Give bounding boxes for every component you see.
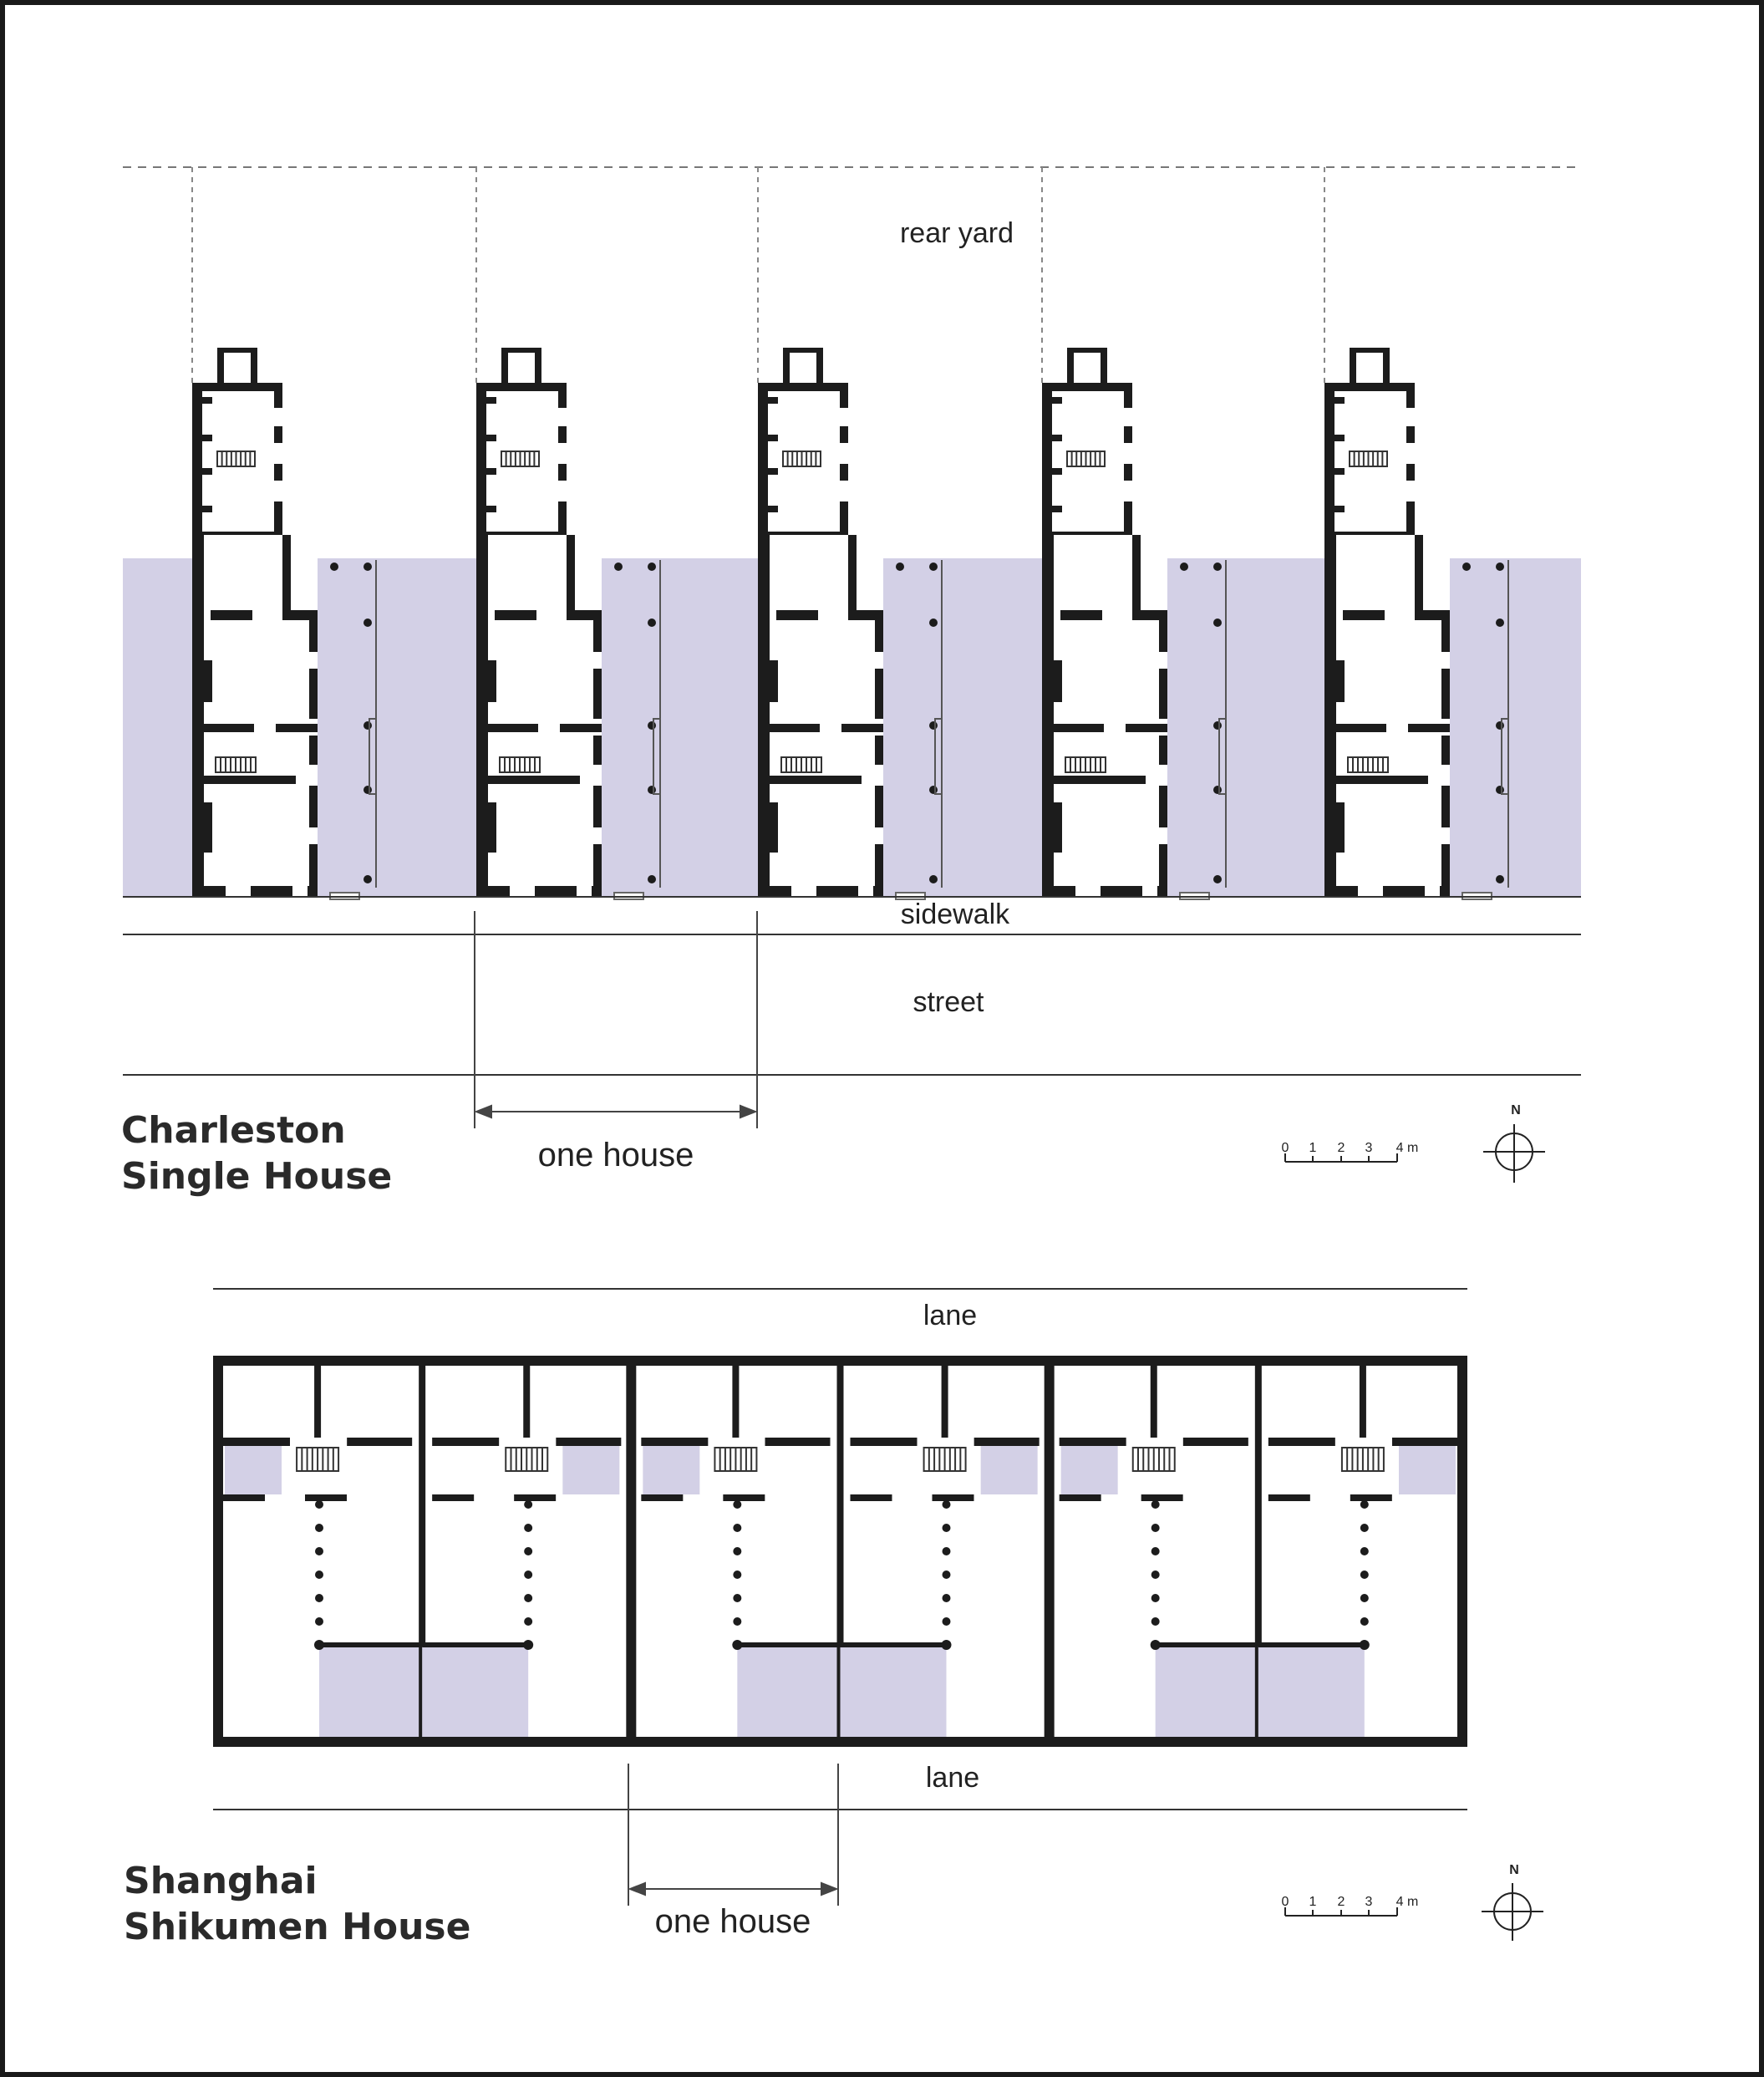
party-wall xyxy=(1045,1356,1055,1747)
wall xyxy=(1126,724,1167,732)
wall xyxy=(1406,464,1415,481)
back-wing-wall xyxy=(476,383,486,537)
courtyard-wall xyxy=(422,1642,528,1647)
wall xyxy=(1343,610,1385,620)
wall xyxy=(558,501,567,535)
wall xyxy=(723,1494,765,1501)
wall xyxy=(1334,506,1345,512)
wall xyxy=(1334,468,1345,475)
charleston-one-house-label: one house xyxy=(537,1137,694,1173)
column xyxy=(1360,1640,1370,1650)
wall xyxy=(211,610,252,620)
wall xyxy=(1060,1494,1101,1501)
wall xyxy=(1132,535,1141,610)
wall xyxy=(1383,886,1425,897)
column xyxy=(942,1640,952,1650)
wall xyxy=(1054,660,1062,702)
scale-tick-2: 2 xyxy=(1337,1895,1345,1909)
wall xyxy=(495,610,536,620)
wall xyxy=(432,1494,474,1501)
wall xyxy=(204,660,212,702)
wall xyxy=(1268,1494,1310,1501)
scale-tick-4: 4 m xyxy=(1395,1141,1419,1155)
wall xyxy=(1124,501,1132,535)
wall xyxy=(309,786,318,827)
chimney-wall xyxy=(1360,1366,1366,1438)
wall xyxy=(560,724,602,732)
courtyard xyxy=(422,1647,528,1737)
courtyard-wall xyxy=(737,1642,840,1647)
wall xyxy=(486,506,496,512)
wall xyxy=(873,886,883,897)
courtyard-wall xyxy=(1258,1642,1365,1647)
shaded-rear-room xyxy=(562,1446,619,1494)
wall xyxy=(1052,506,1062,512)
courtyard-wall xyxy=(1156,1642,1258,1647)
wall xyxy=(347,1438,412,1446)
wall xyxy=(1054,802,1062,853)
wall xyxy=(202,468,212,475)
wall xyxy=(768,506,778,512)
wall xyxy=(593,844,602,890)
main-house-wall-left xyxy=(758,535,770,897)
column xyxy=(732,1640,742,1650)
wall xyxy=(841,724,883,732)
wall xyxy=(1060,610,1102,620)
scale-tick-4: 4 m xyxy=(1395,1895,1419,1909)
wall xyxy=(770,776,862,784)
wall xyxy=(1336,724,1386,732)
shaded-rear-room xyxy=(643,1446,699,1494)
wall xyxy=(309,669,318,719)
scale-tick-0: 0 xyxy=(1281,1141,1289,1155)
charleston-plan xyxy=(121,167,1581,1198)
wall xyxy=(535,886,577,897)
shanghai-title-line2: Shikumen House xyxy=(124,1906,471,1948)
wall xyxy=(202,435,212,441)
wall xyxy=(309,844,318,890)
back-wing-wall xyxy=(758,383,848,391)
wall xyxy=(593,669,602,719)
wall xyxy=(535,348,541,385)
sidewalk-label: sidewalk xyxy=(900,899,1010,930)
courtyard xyxy=(737,1647,840,1737)
wall xyxy=(768,397,778,404)
charleston-north-label: N xyxy=(1511,1103,1521,1117)
wall xyxy=(1042,886,1075,897)
wall xyxy=(783,348,790,385)
wall xyxy=(204,776,296,784)
wall xyxy=(1406,426,1415,443)
wall xyxy=(556,1438,621,1446)
wall xyxy=(1101,348,1107,385)
wall xyxy=(1408,724,1450,732)
wall xyxy=(202,397,212,404)
wall xyxy=(933,1494,974,1501)
back-wing-wall xyxy=(1324,383,1415,391)
charleston-one-house-dimension xyxy=(475,911,757,1128)
wall xyxy=(1052,468,1062,475)
scale-tick-3: 3 xyxy=(1365,1895,1373,1909)
scale-tick-3: 3 xyxy=(1365,1141,1373,1155)
courtyard xyxy=(841,1647,947,1737)
wall xyxy=(776,610,818,620)
wall xyxy=(1336,802,1345,853)
scale-tick-0: 0 xyxy=(1281,1895,1289,1909)
scale-tick-1: 1 xyxy=(1309,1141,1317,1155)
back-wing-wall xyxy=(1042,383,1132,391)
wall xyxy=(851,1494,892,1501)
wall xyxy=(274,501,282,535)
wall xyxy=(488,660,496,702)
wall xyxy=(1441,619,1450,652)
wall xyxy=(204,724,254,732)
courtyard-wall xyxy=(841,1642,947,1647)
street-label: street xyxy=(913,986,984,1018)
wall xyxy=(875,736,883,765)
wall xyxy=(851,1438,918,1446)
scale-tick-2: 2 xyxy=(1337,1141,1345,1155)
wall xyxy=(875,619,883,652)
wall xyxy=(1159,844,1167,890)
wall xyxy=(974,1438,1040,1446)
wall xyxy=(758,886,791,897)
wall xyxy=(274,464,282,481)
shaded-rear-room xyxy=(1061,1446,1118,1494)
wall xyxy=(641,1438,708,1446)
wall xyxy=(641,1494,683,1501)
wall xyxy=(1157,886,1167,897)
lot-divider-lines xyxy=(192,167,1324,384)
chimney-wall xyxy=(314,1366,321,1438)
wall xyxy=(1159,669,1167,719)
wall xyxy=(592,886,602,897)
wall xyxy=(848,535,857,610)
wall xyxy=(1054,724,1104,732)
wall xyxy=(816,348,823,385)
chimney-wall xyxy=(1151,1366,1157,1438)
wall xyxy=(770,802,778,853)
wall xyxy=(1159,736,1167,765)
charleston-title-line1: Charleston xyxy=(121,1109,346,1152)
wall xyxy=(276,724,318,732)
wall xyxy=(305,1494,347,1501)
wall xyxy=(558,464,567,481)
wall xyxy=(251,348,257,385)
wall xyxy=(1336,660,1345,702)
wall xyxy=(488,802,496,853)
wall xyxy=(1159,619,1167,652)
wall xyxy=(501,348,508,385)
wall xyxy=(875,844,883,890)
back-wing-wall xyxy=(476,383,567,391)
wall xyxy=(486,397,496,404)
wall xyxy=(1440,886,1450,897)
wall xyxy=(765,1438,831,1446)
lane-top-label: lane xyxy=(923,1300,978,1331)
wall xyxy=(593,736,602,765)
shanghai-plan xyxy=(124,1289,1543,1948)
shaded-rear-room xyxy=(981,1446,1038,1494)
wall xyxy=(308,886,318,897)
main-house-wall-left xyxy=(1324,535,1336,897)
wall xyxy=(1441,786,1450,827)
wall xyxy=(1392,1438,1457,1446)
wall xyxy=(1183,1438,1248,1446)
wall xyxy=(1350,348,1356,385)
column xyxy=(314,1640,324,1650)
wall xyxy=(768,435,778,441)
charleston-north-arrow-icon xyxy=(1483,1124,1545,1183)
wall xyxy=(1383,348,1390,385)
back-wing-wall xyxy=(1042,383,1052,537)
wall xyxy=(1334,397,1345,404)
courtyard xyxy=(1156,1647,1258,1737)
wall xyxy=(488,724,538,732)
wall xyxy=(1406,501,1415,535)
shanghai-row-block xyxy=(213,1356,1467,1747)
wall xyxy=(1052,435,1062,441)
wall xyxy=(1124,383,1132,408)
wall xyxy=(1336,776,1428,784)
wall xyxy=(476,886,510,897)
block-wall-west xyxy=(213,1356,223,1747)
wall xyxy=(558,426,567,443)
wall xyxy=(486,468,496,475)
courtyard xyxy=(319,1647,422,1737)
shanghai-north-label: N xyxy=(1509,1863,1519,1877)
wall xyxy=(1067,348,1074,385)
chimney-wall xyxy=(523,1366,530,1438)
block-wall-east xyxy=(1457,1356,1467,1747)
wall xyxy=(593,619,602,652)
wall xyxy=(840,501,848,535)
wall xyxy=(514,1494,556,1501)
wall xyxy=(274,426,282,443)
wall xyxy=(309,736,318,765)
wall xyxy=(1159,786,1167,827)
wall xyxy=(274,383,282,408)
courtyard-wall xyxy=(319,1642,422,1647)
wall xyxy=(770,724,820,732)
wall xyxy=(1441,669,1450,719)
wall xyxy=(1415,535,1423,610)
wall xyxy=(593,786,602,827)
wall xyxy=(1324,886,1358,897)
chimney-wall xyxy=(732,1366,739,1438)
wall xyxy=(192,886,226,897)
back-wing-wall xyxy=(758,383,768,537)
shanghai-north-arrow-icon xyxy=(1482,1883,1543,1941)
wall xyxy=(770,660,778,702)
wall xyxy=(816,886,858,897)
wall xyxy=(486,435,496,441)
lane-bottom-label: lane xyxy=(925,1762,980,1794)
wall xyxy=(1350,1494,1392,1501)
shanghai-one-house-label: one house xyxy=(654,1903,811,1940)
wall xyxy=(488,776,580,784)
wall xyxy=(840,426,848,443)
back-wing-wall xyxy=(1324,383,1334,537)
wall xyxy=(840,464,848,481)
charleston-scale-bar xyxy=(1282,1141,1419,1162)
wall xyxy=(1441,844,1450,890)
wall xyxy=(202,506,212,512)
wall xyxy=(1124,464,1132,481)
wall xyxy=(223,1494,265,1501)
wall xyxy=(1406,383,1415,408)
wall xyxy=(768,468,778,475)
party-wall xyxy=(626,1356,636,1747)
charleston-title-line2: Single House xyxy=(121,1155,393,1198)
wall xyxy=(558,383,567,408)
back-wing-wall xyxy=(192,383,202,537)
wall xyxy=(875,669,883,719)
wall xyxy=(251,886,292,897)
wall xyxy=(1054,776,1146,784)
wall xyxy=(1268,1438,1335,1446)
outer-frame xyxy=(3,3,1761,2074)
wall xyxy=(875,786,883,827)
wall xyxy=(840,383,848,408)
wall xyxy=(1052,397,1062,404)
wall xyxy=(567,535,575,610)
rear-yard-label: rear yard xyxy=(899,217,1014,249)
wall xyxy=(282,535,291,610)
main-house-wall-left xyxy=(476,535,488,897)
shaded-rear-room xyxy=(225,1446,282,1494)
scale-tick-1: 1 xyxy=(1309,1895,1317,1909)
wall xyxy=(1441,736,1450,765)
wall xyxy=(1060,1438,1126,1446)
shaded-rear-room xyxy=(1399,1446,1456,1494)
courtyard xyxy=(1258,1647,1365,1737)
back-wing-wall xyxy=(192,383,282,391)
wall xyxy=(309,619,318,652)
wall xyxy=(1101,886,1142,897)
main-house-wall-left xyxy=(192,535,204,897)
wall xyxy=(1141,1494,1183,1501)
shanghai-scale-bar xyxy=(1282,1895,1419,1916)
wall xyxy=(432,1438,499,1446)
wall xyxy=(204,802,212,853)
wall xyxy=(223,1438,290,1446)
shanghai-title-line1: Shanghai xyxy=(124,1860,318,1902)
wall xyxy=(1124,426,1132,443)
column xyxy=(523,1640,533,1650)
main-house-wall-left xyxy=(1042,535,1054,897)
wall xyxy=(217,348,224,385)
column xyxy=(1151,1640,1161,1650)
wall xyxy=(1334,435,1345,441)
shanghai-one-house-dimension xyxy=(628,1764,838,1906)
chimney-wall xyxy=(942,1366,948,1438)
